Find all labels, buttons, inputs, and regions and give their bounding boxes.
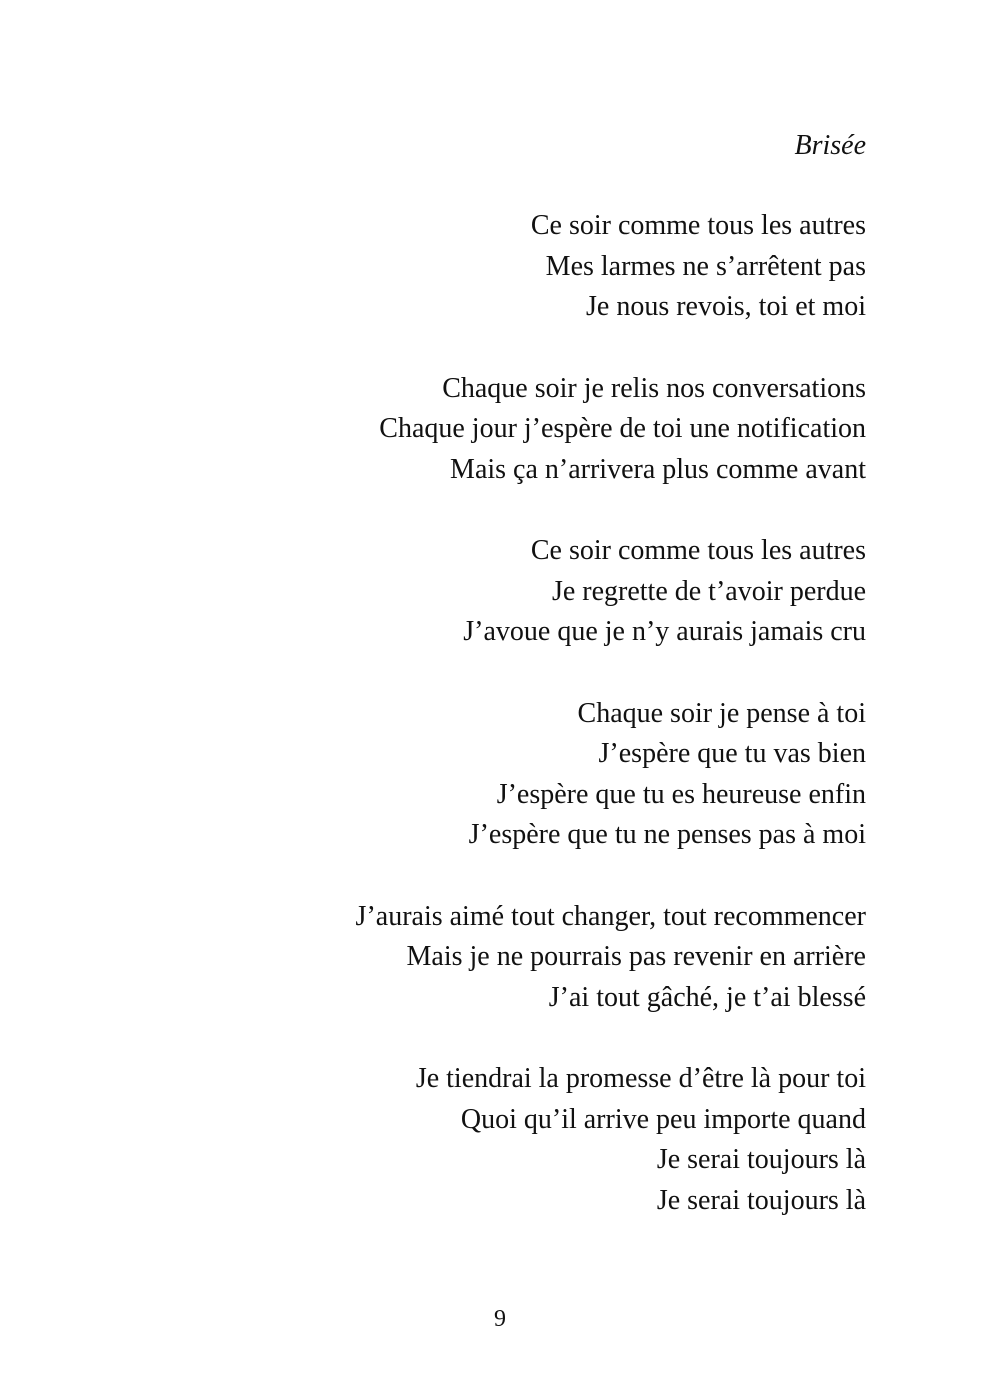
poem-line: J’espère que tu es heureuse enfin <box>496 778 866 810</box>
poem-line: Chaque soir je pense à toi <box>577 697 866 729</box>
page-number: 9 <box>494 1306 506 1332</box>
poem-body <box>356 206 866 1262</box>
stanza-4 <box>356 694 866 856</box>
poem-line: Ce soir comme tous les autres <box>530 535 866 566</box>
stanza-3 <box>356 531 866 653</box>
poem-title: Brisée <box>794 130 866 161</box>
poem-line: Mais je ne pourrais pas revenir en arrière <box>406 941 866 972</box>
poem-line: J’aurais aimé tout changer, tout recommencer <box>355 900 866 932</box>
poem-line: Chaque soir je relis nos conversations <box>442 372 866 404</box>
poem-line: Je nous revois, toi et moi <box>586 291 866 322</box>
poem-line: Ce soir comme tous les autres <box>530 210 866 241</box>
poem-line: Je serai toujours là <box>656 1144 866 1175</box>
poem-line: J’espère que tu ne penses pas à moi <box>468 819 866 850</box>
poem-line: Chaque jour j’espère de toi une notification <box>379 413 866 444</box>
poem-line: J’espère que tu vas bien <box>598 738 866 769</box>
stanza-2 <box>356 369 866 491</box>
poem-line: Mais ça n’arrivera plus comme avant <box>450 453 866 485</box>
stanza-1 <box>356 206 866 328</box>
poem-line: Je regrette de t’avoir perdue <box>551 575 866 607</box>
poem-line: Quoi qu’il arrive peu importe quand <box>460 1103 866 1135</box>
stanza-5 <box>356 897 866 1019</box>
poem-line: J’ai tout gâché, je t’ai blessé <box>548 981 866 1013</box>
poem-line: J’avoue que je n’y aurais jamais cru <box>463 616 866 647</box>
poem-line: Je tiendrai la promesse d’être là pour toi <box>415 1063 866 1094</box>
stanza-6 <box>356 1059 866 1221</box>
poem-line: Je serai toujours là <box>656 1184 866 1216</box>
poem-line: Mes larmes ne s’arrêtent pas <box>545 250 866 282</box>
